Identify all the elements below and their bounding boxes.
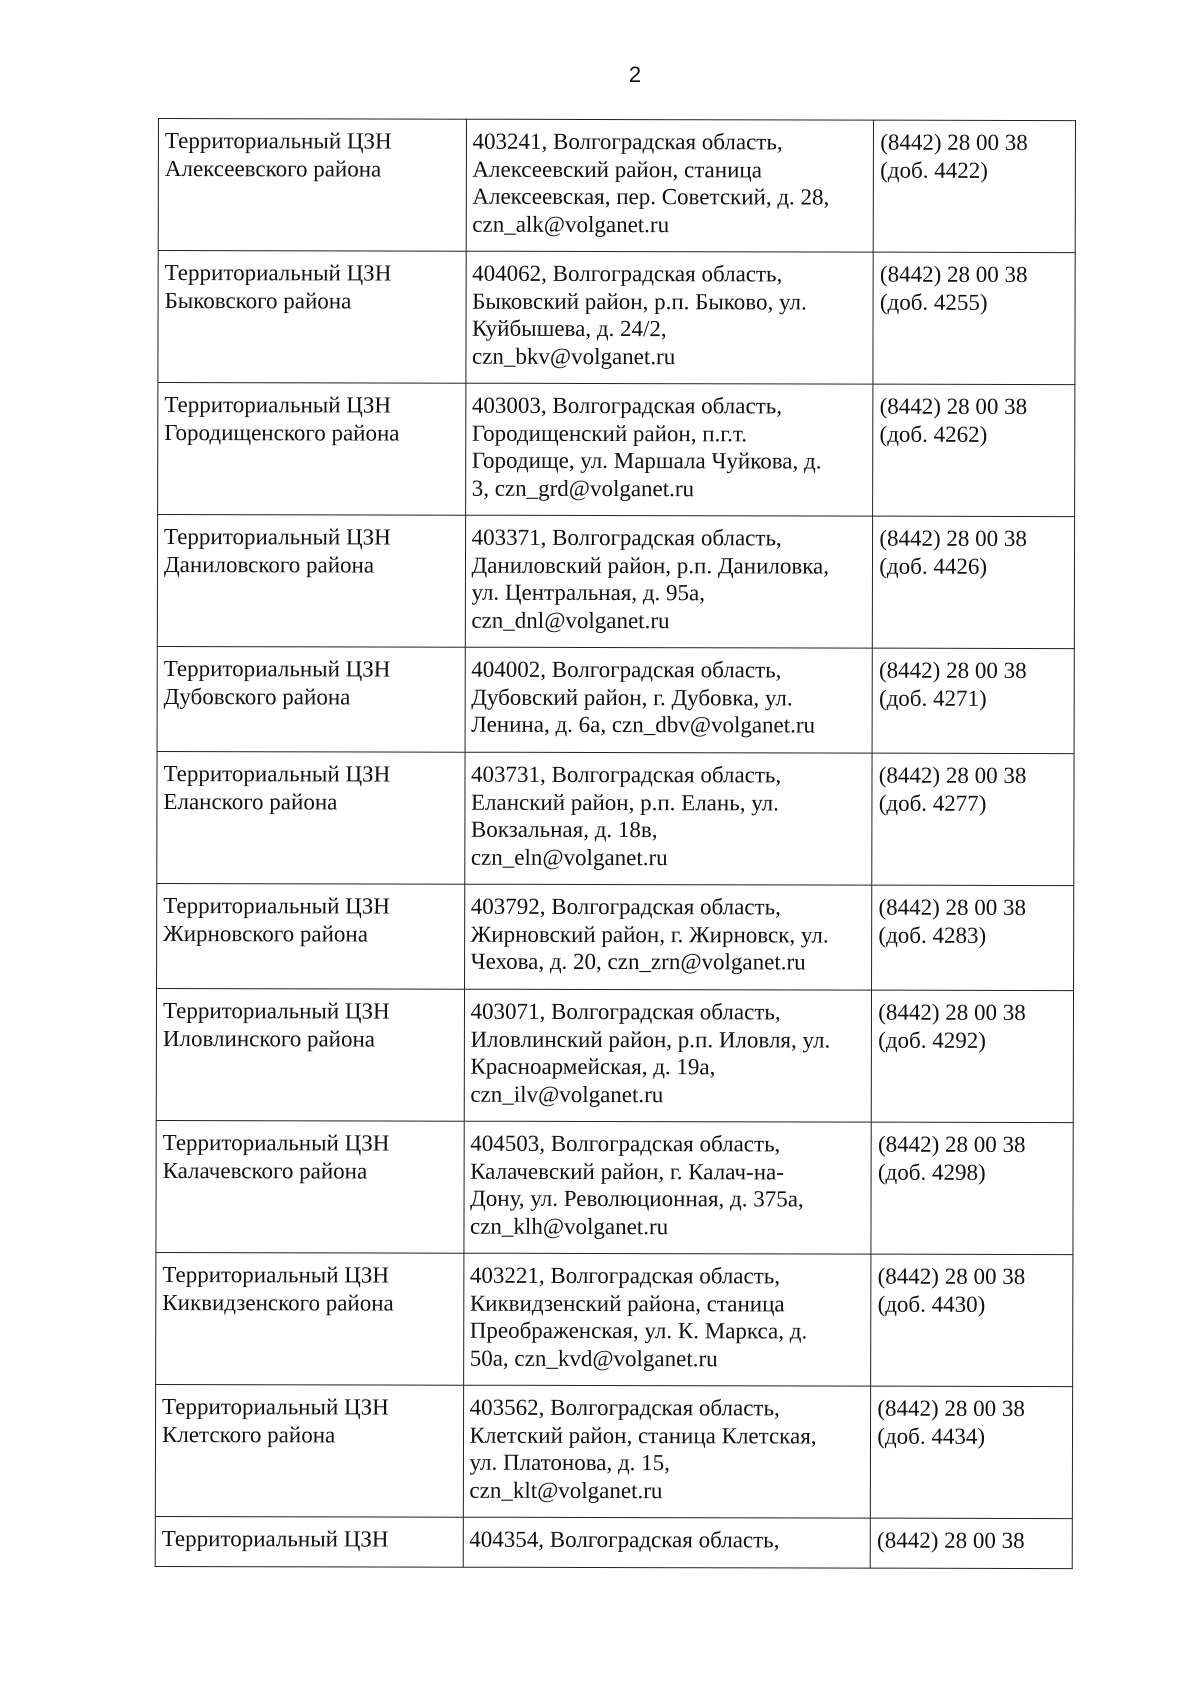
table-row [156,1120,1073,1254]
center-name-line: Территориальный ЦЗН [163,761,391,787]
phone-line: (8442) 28 00 38 [877,1263,1026,1289]
phone-cell [873,384,1075,516]
employment-centers-table [155,118,1076,1569]
phone-line: (8442) 28 00 38 [879,525,1027,551]
address-line: 403221, Волгоградская область, [469,1262,781,1289]
table-row [157,883,1074,990]
address-cell [465,383,873,516]
center-name-line: Калачевского района [162,1157,368,1183]
address-cell [465,515,873,648]
table-row [157,515,1074,649]
phone-line: (доб. 4426) [879,553,988,579]
center-name-cell [155,1516,463,1567]
phone-cell [873,516,1075,648]
center-name-line: Территориальный ЦЗН [164,392,392,418]
address-line: 403731, Волгоградская область, [471,761,782,788]
center-name-line: Территориальный ЦЗН [163,893,390,919]
address-line: Клетский район, станица Клетская, [469,1422,817,1448]
phone-cell [872,753,1074,885]
phone-cell [871,1386,1073,1518]
center-name-line: Алексеевского района [164,155,382,182]
center-name-line: Территориальный ЦЗН [164,524,391,550]
phone-line: (доб. 4283) [878,922,987,948]
center-name-line: Быковского района [164,287,352,313]
center-name-line: Жирновского района [163,920,368,946]
address-cell [464,884,872,990]
address-cell [463,1121,871,1254]
address-cell [465,251,873,384]
address-line: Иловлинский район, р.п. Иловля, ул. [470,1026,831,1053]
address-line: Ленина, д. 6а, czn_dbv@volganet.ru [471,711,816,738]
phone-line: (8442) 28 00 38 [877,1131,1026,1157]
phone-line: (доб. 4292) [878,1027,986,1053]
address-line: Чехова, д. 20, czn_zrn@volganet.ru [470,948,806,975]
phone-line: (доб. 4262) [879,421,988,447]
center-name-cell [156,988,464,1121]
center-name-cell [158,119,466,252]
center-name-cell [156,1252,464,1385]
address-line: czn_klt@volganet.ru [469,1477,663,1503]
phone-line: (8442) 28 00 38 [878,762,1027,788]
address-line: Дону, ул. Революционная, д. 375а, [470,1185,804,1212]
address-line: czn_eln@volganet.ru [470,844,668,870]
center-name-line: Киквидзенского района [162,1289,394,1316]
address-line: Еланский район, р.п. Елань, ул. [470,789,779,815]
center-name-line: Еланского района [163,788,338,814]
phone-cell [871,1122,1073,1254]
center-name-line: Территориальный ЦЗН [164,260,392,286]
address-line: Куйбышева, д. 24/2, [472,315,667,342]
address-cell [463,1385,871,1518]
address-line: Дубовский район, г. Дубовка, ул. [471,684,793,710]
address-line: czn_bkv@volganet.ru [471,343,676,369]
table-row [158,119,1075,253]
address-line: Даниловский район, р.п. Даниловка, [471,552,830,579]
address-cell [464,989,872,1122]
address-line: ул. Центральная, д. 95а, [471,579,706,606]
center-name-line: Территориальный ЦЗН [163,656,391,682]
address-line: 404062, Волгоградская область, [472,260,783,287]
address-line: Алексеевская, пер. Советский, д. 28, [472,183,830,210]
phone-line: (доб. 4422) [880,157,988,183]
phone-line: (доб. 4277) [878,790,987,816]
center-name-line: Территориальный ЦЗН [162,998,390,1024]
address-line: czn_klh@volganet.ru [470,1213,669,1239]
phone-line: (доб. 4434) [877,1423,986,1449]
center-name-line: Иловлинского района [162,1025,376,1051]
address-line: Быковский район, р.п. Быково, ул. [472,288,807,314]
table-row [156,988,1073,1122]
center-name-cell [156,1120,464,1253]
phone-line: (8442) 28 00 38 [879,657,1027,683]
address-line: Вокзальная, д. 18в, [470,816,658,843]
center-name-line: Территориальный ЦЗН [161,1526,389,1552]
table-body [155,119,1075,1569]
table-row [158,251,1075,385]
address-line: Городище, ул. Маршала Чуйкова, д. [471,447,822,474]
phone-line: (доб. 4430) [877,1291,986,1317]
address-line: Калачевский район, г. Калач-на- [470,1158,784,1184]
address-line: 3, czn_grd@volganet.ru [471,475,695,501]
address-line: Красноармейская, д. 19а, [470,1053,716,1080]
phone-cell [871,1254,1073,1386]
address-line: 50а, czn_kvd@volganet.ru [469,1345,718,1371]
address-cell [465,647,873,753]
center-name-cell [157,883,465,989]
address-cell [463,1253,871,1386]
address-line: Преображенская, ул. К. Маркса, д. [469,1317,808,1344]
phone-line: (доб. 4255) [879,289,988,315]
center-name-cell [158,383,466,516]
address-line: 403371, Волгоградская область, [471,524,782,551]
phone-cell [872,648,1074,753]
phone-line: (8442) 28 00 38 [877,1527,1025,1553]
address-line: 404354, Волгоградская область, [469,1526,780,1553]
phone-line: (доб. 4298) [877,1159,986,1185]
phone-cell [873,252,1075,384]
center-name-cell [155,1384,463,1517]
address-cell [464,752,872,885]
phone-line: (доб. 4271) [878,685,987,711]
address-cell [463,1517,871,1568]
address-line: 403241, Волгоградская область, [472,128,783,155]
address-line: 403071, Волгоградская область, [470,998,781,1025]
phone-line: (8442) 28 00 38 [879,261,1028,287]
center-name-cell [157,751,465,884]
phone-cell [870,1518,1072,1568]
address-line: Киквидзенский района, станица [469,1290,785,1316]
center-name-cell [157,646,465,752]
address-line: 403003, Волгоградская область, [471,392,783,419]
table-row [155,1384,1072,1518]
table-row [157,646,1074,753]
table-row [157,751,1074,885]
phone-cell [873,120,1075,252]
page-number: 2 [628,62,642,87]
phone-line: (8442) 28 00 38 [878,894,1027,920]
address-line: Жирновский район, г. Жирновск, ул. [470,921,829,948]
table-row [155,1516,1072,1568]
center-name-line: Даниловского района [163,551,375,577]
table-row [158,383,1075,517]
address-line: 403562, Волгоградская область, [469,1394,780,1421]
center-name-line: Территориальный ЦЗН [162,1394,389,1420]
address-cell [466,119,874,252]
address-line: czn_dnl@volganet.ru [471,607,670,633]
table-row [156,1252,1073,1386]
phone-line: (8442) 28 00 38 [878,999,1026,1025]
address-line: Алексеевский район, станица [472,156,762,182]
address-line: 403792, Волгоградская область, [470,893,781,920]
phone-line: (8442) 28 00 38 [877,1395,1025,1421]
phone-cell [872,990,1074,1122]
center-name-line: Клетского района [161,1421,336,1447]
phone-cell [872,885,1074,990]
center-name-cell [157,515,465,648]
center-name-line: Дубовского района [163,683,351,709]
center-name-line: Территориальный ЦЗН [162,1130,390,1156]
address-line: 404002, Волгоградская область, [471,656,782,683]
center-name-line: Территориальный ЦЗН [164,128,392,154]
phone-line: (8442) 28 00 38 [880,129,1028,155]
center-name-cell [158,251,466,384]
address-line: Городищенский район, п.г.т. [471,420,748,446]
address-line: 404503, Волгоградская область, [470,1130,781,1157]
center-name-line: Территориальный ЦЗН [162,1262,390,1288]
address-line: ул. Платонова, д. 15, [469,1449,670,1476]
center-name-line: Городищенского района [164,419,400,446]
address-line: czn_alk@volganet.ru [472,211,670,237]
address-line: czn_ilv@volganet.ru [470,1081,664,1107]
phone-line: (8442) 28 00 38 [879,393,1028,419]
